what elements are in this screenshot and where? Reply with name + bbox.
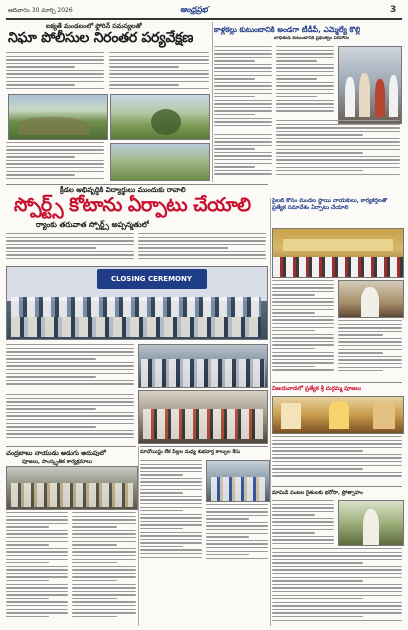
story-body <box>6 512 68 622</box>
masthead <box>0 0 408 22</box>
banner-kicker: క్రీడల అభివృద్ధికి విద్యార్థులు ముందుకు రావాలి <box>60 186 186 194</box>
masthead-date: ఆదివారం 30 మార్చి 2026 <box>8 7 73 14</box>
photo-landscape <box>110 143 210 181</box>
story-headline: మావోయిస్టు లేక పిల్లల మధ్య శుభవార్త కాల్పుల కేసు <box>140 449 241 455</box>
photo-meeting-stage <box>272 228 404 278</box>
story-primary-health <box>272 198 402 378</box>
story-body <box>6 142 104 180</box>
photo-event-crowd <box>138 390 268 444</box>
story-body <box>6 344 134 390</box>
photo-speaker <box>338 280 404 318</box>
masthead-rule <box>6 18 402 20</box>
story-rank-continued <box>6 344 268 444</box>
masthead-logo: ఆంధ్రప్రభ <box>180 5 208 14</box>
column-divider <box>138 446 139 626</box>
story-kicker: ఐక్యతే మండలంలో ఫ్లోరిన్ సమస్యలతో <box>46 22 142 30</box>
story-headline: పైలట్ కోసం మండల స్థాయి నాయకులు, కార్యకర్తలతో ప్రత్యేక సమావేశం ఏర్పాటు చేయాలి <box>272 198 388 211</box>
story-sports-banner <box>6 184 268 218</box>
story-headline: మామిడి పంటల రైతులకు భరోసా, ప్రోత్సాహం <box>272 490 363 496</box>
column-divider <box>270 198 271 626</box>
story-body <box>272 436 402 480</box>
story-body <box>276 46 334 116</box>
photo-farm-field <box>110 94 210 140</box>
story-body <box>6 233 134 263</box>
photo-school-children <box>206 460 270 502</box>
story-body <box>6 394 134 442</box>
photo-temple <box>272 396 404 434</box>
story-school <box>140 446 268 566</box>
story-subhead: బాధితుడి కుటుంబానికి ప్రభుత్వం పరిహారం <box>274 36 350 41</box>
banner-headline: స్పోర్ట్స్ కోటాను ఏర్పాటు చేయాలి <box>14 194 251 216</box>
photo-village-crowd <box>6 466 138 510</box>
story-body <box>272 500 334 546</box>
story-body <box>276 120 400 180</box>
story-headline: ర్యాంకు తరువాత స్పోర్ట్స్ అప్పన్మతులో <box>36 220 150 229</box>
column-divider <box>212 22 213 182</box>
photo-farmer <box>338 500 404 546</box>
story-body <box>109 52 209 92</box>
story-rank <box>6 220 268 342</box>
story-body <box>272 548 402 624</box>
photo-group-students <box>138 344 268 388</box>
story-body <box>214 134 272 180</box>
story-body <box>272 280 334 376</box>
story-body <box>214 46 272 132</box>
story-body <box>140 460 202 564</box>
photo-closing-ceremony <box>6 266 268 340</box>
story-headline: చంద్రబాబు నాయుడు అడుగు అదుపులో <box>6 449 106 457</box>
story-headline: నిఘా పోలీసుల నిరంతర పర్యవేక్షణ <box>8 30 194 46</box>
story-body <box>72 512 136 622</box>
page-number: 3 <box>390 5 397 15</box>
photo-people-gathering <box>338 46 402 124</box>
ceremony-banner-text: CLOSING CEREMONY <box>111 275 192 283</box>
story-headline: విజయవాడలో ప్రత్యేక శ్రీ దుర్గమ్మ పూజలు <box>272 386 362 392</box>
story-body <box>338 320 402 376</box>
story-headline: కాళ్లకల్లు కుటుంబానికి అండగా టీడీపీ, ఎమ్మెల్యే కొల్లి <box>214 25 361 34</box>
story-body <box>138 233 266 263</box>
story-body <box>206 504 268 564</box>
story-water-villages <box>6 22 212 182</box>
photo-hill-village <box>8 94 108 140</box>
story-subhead: పూజలు, సాంస్కృతిక కార్యక్రమాలు <box>22 459 92 465</box>
story-chandrababu <box>6 446 136 626</box>
story-right-top <box>214 22 402 182</box>
story-temple <box>272 382 402 482</box>
story-body <box>6 52 104 92</box>
story-farmers <box>272 486 402 626</box>
